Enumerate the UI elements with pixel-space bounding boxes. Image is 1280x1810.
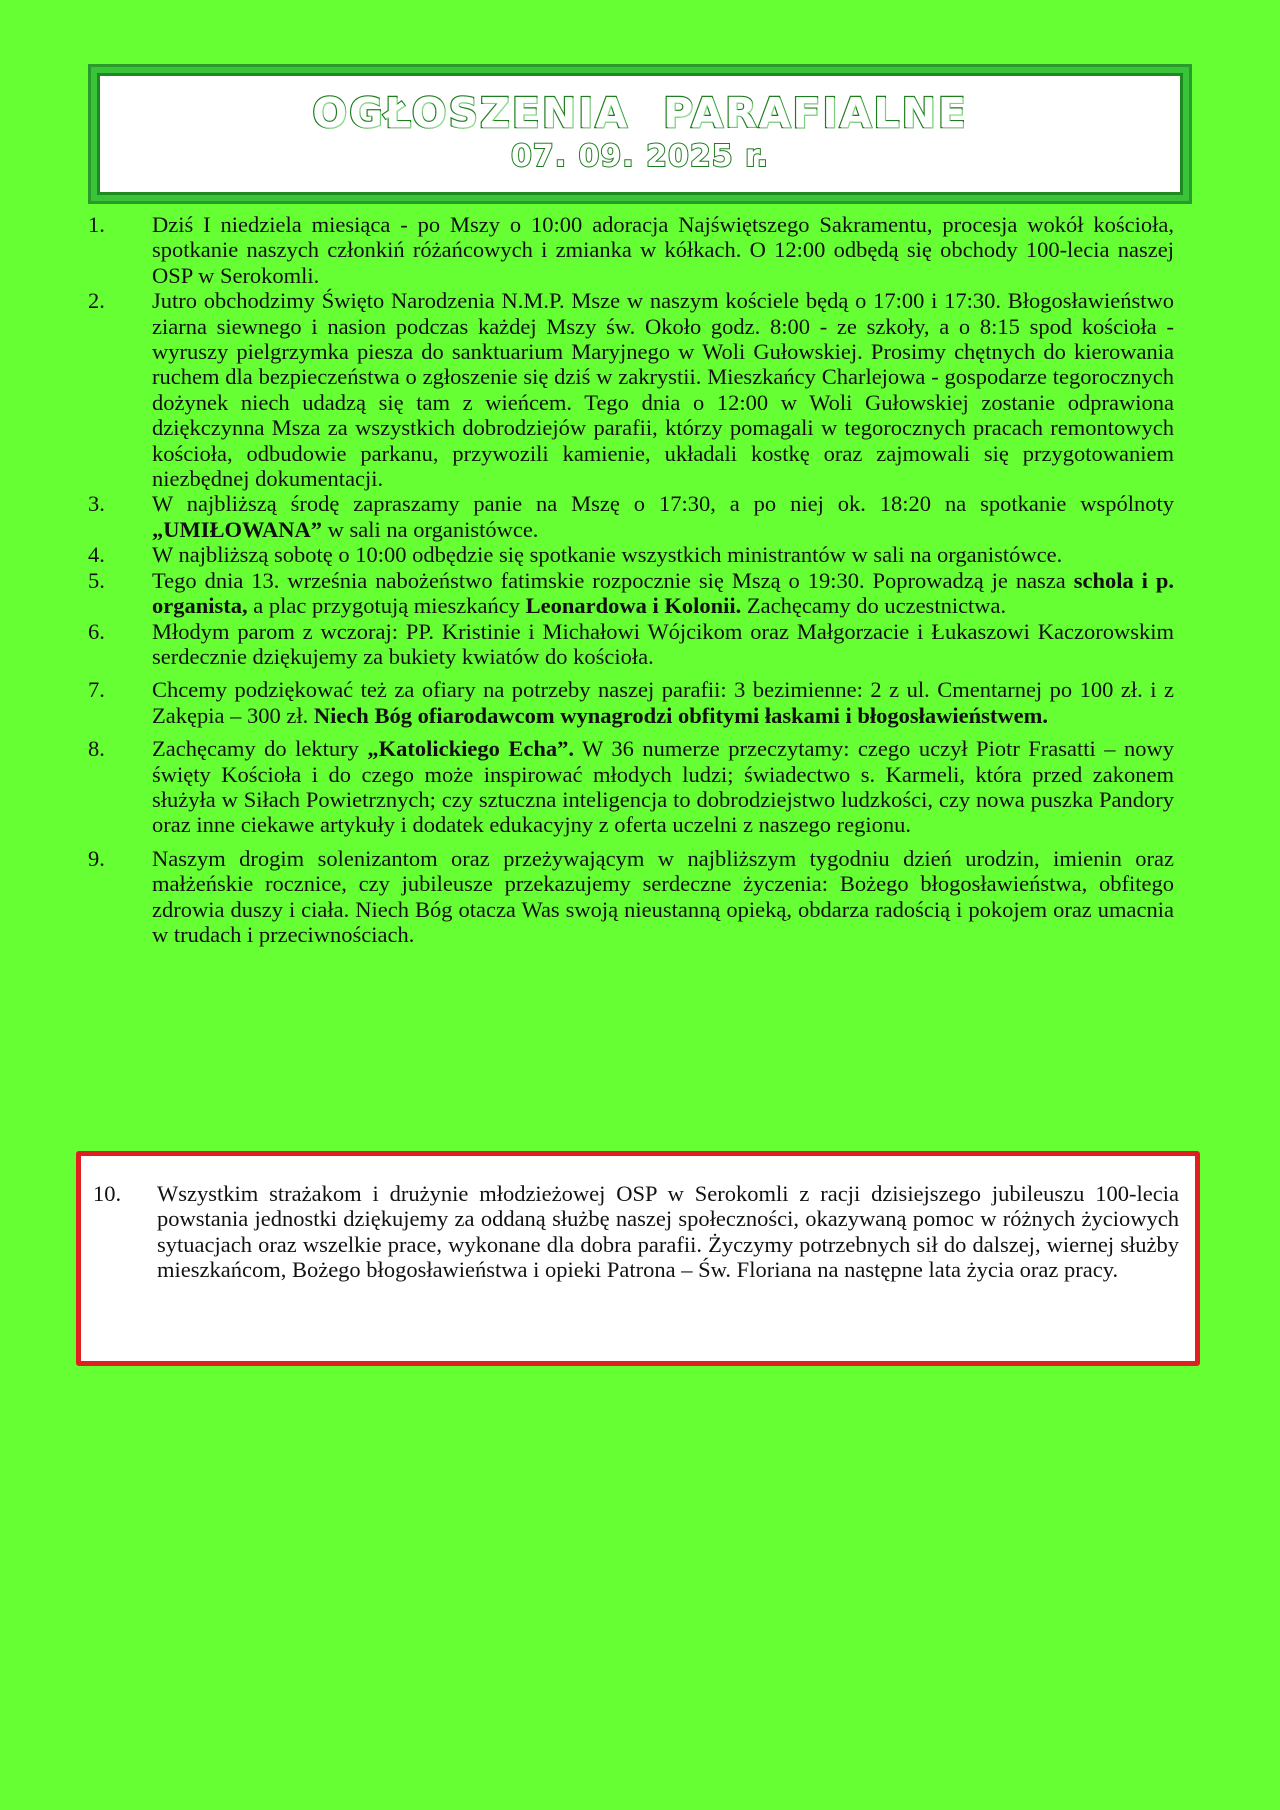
item-number: 9. — [88, 845, 105, 871]
item-text — [152, 212, 1174, 288]
header-banner — [88, 64, 1192, 204]
item-text-bold: „Katolickiego Echa”. — [367, 736, 574, 762]
announcement-item-2 — [88, 288, 1174, 491]
item-text-segment: W najbliższą sobotę o 10:00 odbędzie się spotkanie wszystkich ministrantów w sali na organistówce. — [152, 542, 1063, 568]
highlight-box — [76, 1151, 1200, 1366]
announcement-item-4 — [88, 542, 1174, 567]
item-text-segment: W najbliższą środę zapraszamy panie na Mszę o 17:30, a po niej ok. 18:20 na spotkanie wspólnoty — [152, 491, 1174, 517]
item-text-segment: Chcemy podziękować też za ofiary na potrzeby naszej parafii: 3 bezimienne: 2 z ul. Cmentarnej po 100 zł. i z Zakępia – 300 zł. — [152, 677, 1174, 728]
header-inner-panel — [97, 73, 1183, 195]
announcement-date: 07. 09. 2025 r. — [510, 139, 770, 174]
announcement-item-7 — [88, 677, 1174, 728]
item-text — [152, 288, 1174, 491]
item-number: 6. — [88, 618, 105, 644]
announcement-list — [88, 212, 1174, 947]
item-text-segment: Naszym drogim solenizantom oraz przeżywającym w najbliższym tygodniu dzień urodzin, imienin oraz małżeńskie rocznice, czy jubileusze przekazujemy serdeczne życzenia: Bożego błogosławieństwa, obfitego zdrowia duszy i ciała. Niech Bóg otacza Was swoją nieustanną opieką, obdarza radością i pokojem oraz umacnia w trudach i przeciwnościach. — [152, 845, 1174, 947]
item-text — [152, 677, 1174, 728]
item-number: 10. — [93, 1181, 122, 1206]
item-text — [152, 542, 1174, 567]
announcement-item-10 — [93, 1181, 1179, 1283]
item-text-segment: Zachęcamy do lektury — [152, 736, 368, 762]
title-word-2: PARAFIALNE — [663, 89, 968, 137]
item-text-segment: Młodym parom z wczoraj: PP. Kristinie i Michałowi Wójcikom oraz Małgorzacie i Łukaszowi Kaczorowskim serdecznie dziękujemy za bukiety kwiatów do kościoła. — [152, 618, 1174, 669]
item-text-segment: Jutro obchodzimy Święto Narodzenia N.M.P. Msze w naszym kościele będą o 17:00 i 17:30. Błogosławieństwo ziarna siewnego i nasion podczas każdej Mszy św. Około godz. 8:00 - ze szkoły, a o 8:15 spod kościoła - wyruszy pielgrzymka piesza do sanktuarium Maryjnego w Woli Gułowskiej. Prosimy chętnych do kierowania ruchem dla bezpieczeństwa o zgłoszenie się dziś w zakrystii. Mieszkańcy Charlejowa - gospodarze tegorocznych dożynek niech udadzą się tam z wieńcem. Tego dnia o 12:00 w Woli Gułowskiej zostanie odprawiona dziękczynna Msza za wszystkich dobrodziejów parafii, którzy pomagali w tegorocznych pracach remontowych kościoła, odbudowie parkanu, przywozili kamienie, układali kostkę oraz zajmowali się przygotowaniem niezbędnej dokumentacji. — [152, 288, 1174, 492]
item-text — [152, 619, 1174, 670]
item-number: 5. — [88, 567, 105, 593]
item-text-segment: Zachęcamy do uczestnictwa. — [741, 593, 1007, 619]
item-text — [152, 568, 1174, 619]
announcement-item-3 — [88, 491, 1174, 542]
item-number: 3. — [88, 491, 105, 517]
item-text-segment: w sali na organistówce. — [322, 516, 539, 542]
item-text-segment: W 36 numerze przeczytamy: czego uczył Piotr Frasatti – nowy święty Kościoła i do czego może inspirować młodych ludzi; świadectwo s. Karmeli, która przed zakonem służyła w Siłach Powietrznych; czy sztuczna inteligencja to dobrodziejstwo ludzkości, czy nowa puszka Pandory oraz inne ciekawe artykuły i dodatek edukacyjny z oferta uczelni z naszego regionu. — [152, 736, 1174, 838]
item-text-bold: schola i p. organista, — [152, 567, 1175, 619]
item-text — [152, 736, 1174, 838]
announcement-item-5 — [88, 568, 1174, 619]
item-number: 2. — [88, 288, 105, 314]
announcement-item-1 — [88, 212, 1174, 288]
page-title — [100, 88, 1180, 138]
announcement-item-8 — [88, 736, 1174, 838]
announcement-item-9 — [88, 846, 1174, 948]
announcement-item-6 — [88, 619, 1174, 670]
item-number: 4. — [88, 542, 105, 568]
item-text — [152, 846, 1174, 948]
item-text-bold: Niech Bóg ofiarodawcom wynagrodzi obfitymi łaskami i błogosławieństwem. — [313, 702, 1048, 728]
item-number: 7. — [88, 677, 105, 703]
item-text-segment: Tego dnia 13. września nabożeństwo fatimskie rozpocznie się Mszą o 19:30. Poprowadzą je nasza — [152, 567, 1074, 593]
item-text — [152, 491, 1174, 542]
item-text: Wszystkim strażakom i drużynie młodzieżowej OSP w Serokomli z racji dzisiejszego jubileuszu 100-lecia powstania jednostki dziękujemy za oddaną służbę naszej społeczności, okazywaną pomoc w różnych życiowych sytuacjach oraz wszelkie prace, wykonane dla dobra parafii. Życzymy potrzebnych sił do dalszej, wiernej służby mieszkańcom, Bożego błogosławieństwa i opieki Patrona – Św. Floriana na następne lata życia oraz pracy. — [157, 1181, 1179, 1283]
item-text-segment: Dziś I niedziela miesiąca - po Mszy o 10:00 adoracja Najświętszego Sakramentu, procesja wokół kościoła, spotkanie naszych członkiń różańcowych i zmianka w kółkach. O 12:00 odbędą się obchody 100-lecia naszej OSP w Serokomli. — [152, 212, 1174, 288]
item-number: 8. — [88, 736, 105, 762]
title-word-1: OGŁOSZENIA — [312, 89, 630, 137]
item-text-bold: Leonardowa i Kolonii. — [525, 593, 742, 619]
item-text-segment: a plac przygotują mieszkańcy — [247, 593, 526, 619]
item-text-bold: „UMIŁOWANA” — [152, 516, 323, 542]
item-number: 1. — [88, 212, 105, 237]
